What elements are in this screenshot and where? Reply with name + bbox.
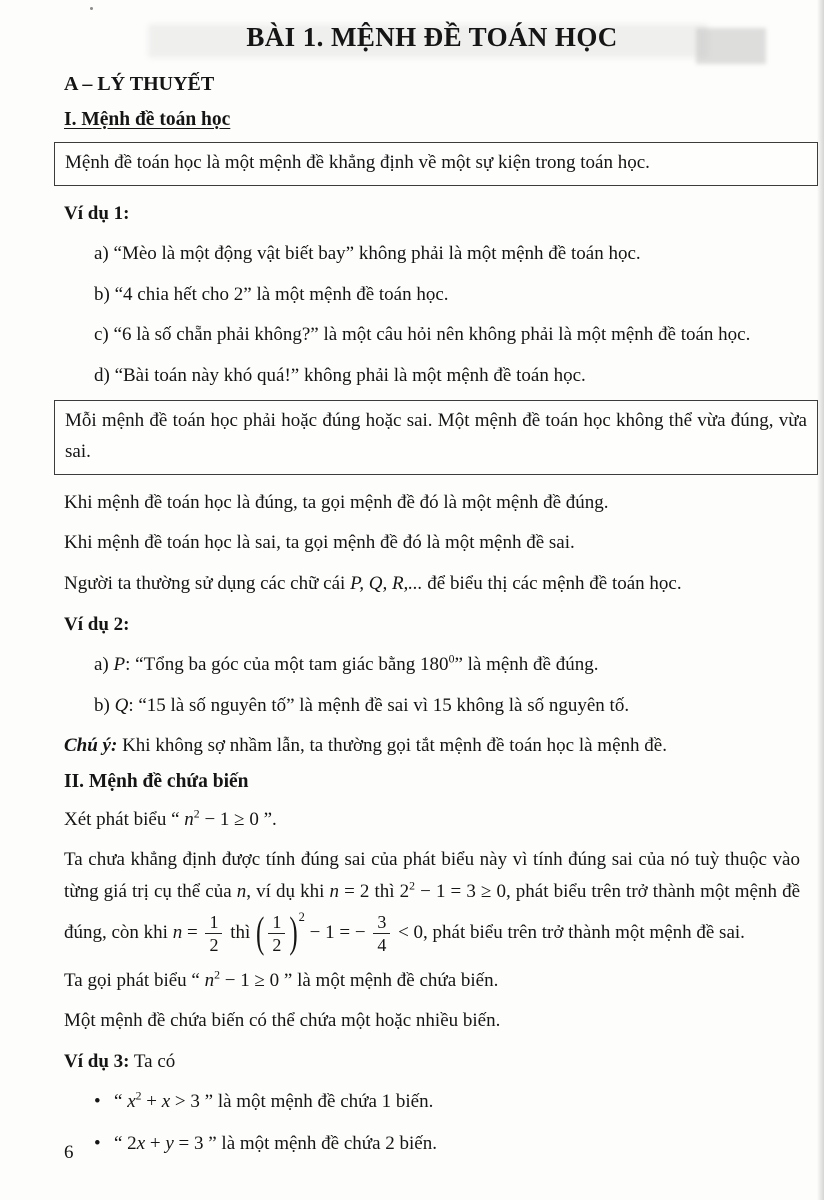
definition-box-2-text: Mỗi mệnh đề toán học phải hoặc đúng hoặc sai. Một mệnh đề toán học không thể vừa đúng, vừa sai.: [65, 410, 807, 463]
text-run: để biểu thị các mệnh đề toán học.: [422, 573, 682, 595]
text-run: “: [114, 1091, 128, 1113]
superscript: 2: [193, 807, 200, 821]
open-paren: (: [256, 909, 265, 958]
math-var-x: x: [136, 1132, 146, 1154]
paragraph-true-proposition: Khi mệnh đề toán học là đúng, ta gọi mệnh đề đó là một mệnh đề đúng.: [64, 491, 609, 513]
text-run: Xét phát biểu “: [64, 808, 185, 830]
section-2-heading: II. Mệnh đề chứa biến: [64, 770, 249, 792]
example-1-item-c: c) “6 là số chẵn phải không?” là một câu hỏi nên không phải là một mệnh đề toán học.: [94, 324, 751, 346]
superscript: 2: [135, 1089, 142, 1103]
text-run: : “Tổng ba góc của một tam giác bằng 180: [125, 654, 449, 676]
example-2-label: [64, 609, 800, 641]
text-run: > 3 ” là một mệnh đề chứa 1 biến.: [170, 1091, 434, 1113]
fraction-numerator: 1: [268, 912, 285, 934]
math-var-y: y: [165, 1132, 174, 1154]
example-2-item-b: [64, 690, 800, 722]
fraction-three-fourths: [373, 912, 390, 955]
math-var-x: x: [127, 1091, 136, 1113]
paragraph-pqr: [64, 568, 800, 600]
text-run: a): [94, 654, 114, 676]
fraction-denominator: 4: [377, 935, 387, 956]
example-3-bullet-1: [64, 1086, 800, 1118]
example-1-label-text: Ví dụ 1:: [64, 202, 130, 224]
text-run: = 2 thì 2: [338, 880, 410, 902]
math-var-n: n: [204, 969, 215, 991]
bullet-icon: •: [94, 1132, 101, 1154]
text-run: +: [145, 1132, 166, 1154]
section-2-paragraph-2: [64, 844, 801, 958]
text-run: Ta chưa khẳng định được tính đúng sai của phát biểu này vì tính đúng sai của nó tuỳ thuộc vào từng giá trị cụ thể của: [64, 849, 800, 902]
math-vars-pqr: P, Q, R,...: [350, 573, 423, 595]
text-run: +: [141, 1091, 162, 1113]
section-2-paragraph-3: [64, 965, 800, 997]
text-run: ” là mệnh đề đúng.: [454, 654, 599, 676]
fraction-one-half: [268, 912, 285, 955]
note-label: Chú ý:: [64, 735, 118, 757]
ink-speck: [90, 7, 93, 10]
math-var-n: n: [172, 922, 183, 944]
text-run: − 1 = 3 ≥ 0, phát biểu trên trở thành một mệnh đề đúng, còn khi: [64, 880, 801, 944]
example-2-item-a: [64, 649, 800, 681]
fraction-denominator: 2: [209, 935, 219, 956]
definition-box-2: [54, 400, 818, 475]
math-var-Q: Q: [114, 694, 129, 716]
math-var-n: n: [184, 808, 194, 830]
page-number: 6: [64, 1142, 74, 1163]
text-run: : “15 là số nguyên tố” là mệnh đề sai vì 15 không là số nguyên tố.: [128, 694, 630, 716]
text-run: − 1 ≥ 0 ”.: [199, 808, 277, 830]
example-3-label: [64, 1046, 800, 1078]
math-var-n: n: [329, 880, 339, 902]
example-2-label-text: Ví dụ 2:: [64, 613, 130, 635]
text-run: =: [182, 922, 203, 944]
text-run: b): [94, 694, 115, 716]
section-a-heading: A – LÝ THUYẾT: [64, 73, 215, 95]
section-2-paragraph-4: Một mệnh đề chứa biến có thể chứa một hoặc nhiều biến.: [64, 1010, 501, 1032]
superscript: 0: [448, 652, 455, 666]
scan-edge-shadow: [817, 0, 824, 1200]
fraction-one-half: [205, 912, 222, 955]
example-3-bullet-2: [64, 1128, 800, 1160]
paragraph-false-proposition: Khi mệnh đề toán học là sai, ta gọi mệnh đề đó là một mệnh đề sai.: [64, 532, 575, 554]
example-1-item-b: b) “4 chia hết cho 2” là một mệnh đề toán học.: [94, 283, 449, 305]
text-run: Ta gọi phát biểu “: [64, 969, 205, 991]
text-run: , ví dụ khi: [246, 880, 330, 902]
definition-box-1: [54, 142, 818, 186]
example-1-item-d: d) “Bài toán này khó quá!” không phải là một mệnh đề toán học.: [94, 364, 586, 386]
definition-box-1-text: Mệnh đề toán học là một mệnh đề khẳng định về một sự kiện trong toán học.: [65, 152, 650, 173]
text-run: thì: [225, 922, 255, 944]
math-var-P: P: [113, 654, 126, 676]
section-1-heading: I. Mệnh đề toán học: [64, 109, 231, 130]
example-3-label-tail: Ta có: [129, 1050, 176, 1072]
text-run: − 1 = −: [304, 922, 371, 944]
text-run: < 0, phát biểu trên trở thành một mệnh đề sai.: [393, 922, 745, 944]
fraction-numerator: 3: [373, 912, 390, 934]
section-2-paragraph-1: [64, 804, 800, 836]
paren-exponent: 2: [298, 910, 305, 925]
example-3-label-text: Ví dụ 3:: [64, 1050, 130, 1072]
math-var-x: x: [161, 1091, 171, 1113]
fraction-denominator: 2: [272, 935, 282, 956]
math-var-n: n: [236, 880, 247, 902]
text-run: − 1 ≥ 0 ” là một mệnh đề chứa biến.: [220, 969, 499, 991]
example-1-label: [64, 198, 800, 230]
bullet-icon: •: [94, 1091, 101, 1113]
text-run: “ 2: [114, 1132, 137, 1154]
note-paragraph: [64, 730, 800, 762]
close-paren: ): [289, 909, 298, 958]
superscript: 2: [409, 879, 416, 893]
page-title: BÀI 1. MỆNH ĐỀ TOÁN HỌC: [246, 22, 618, 52]
superscript: 2: [214, 968, 220, 982]
example-1-item-a: a) “Mèo là một động vật biết bay” không phải là một mệnh đề toán học.: [94, 243, 641, 265]
fraction-numerator: 1: [205, 912, 222, 934]
text-run: Người ta thường sử dụng các chữ cái: [64, 573, 351, 595]
text-run: = 3 ” là một mệnh đề chứa 2 biến.: [173, 1132, 437, 1154]
note-text: Khi không sợ nhầm lẫn, ta thường gọi tắt mệnh đề toán học là mệnh đề.: [117, 735, 667, 757]
